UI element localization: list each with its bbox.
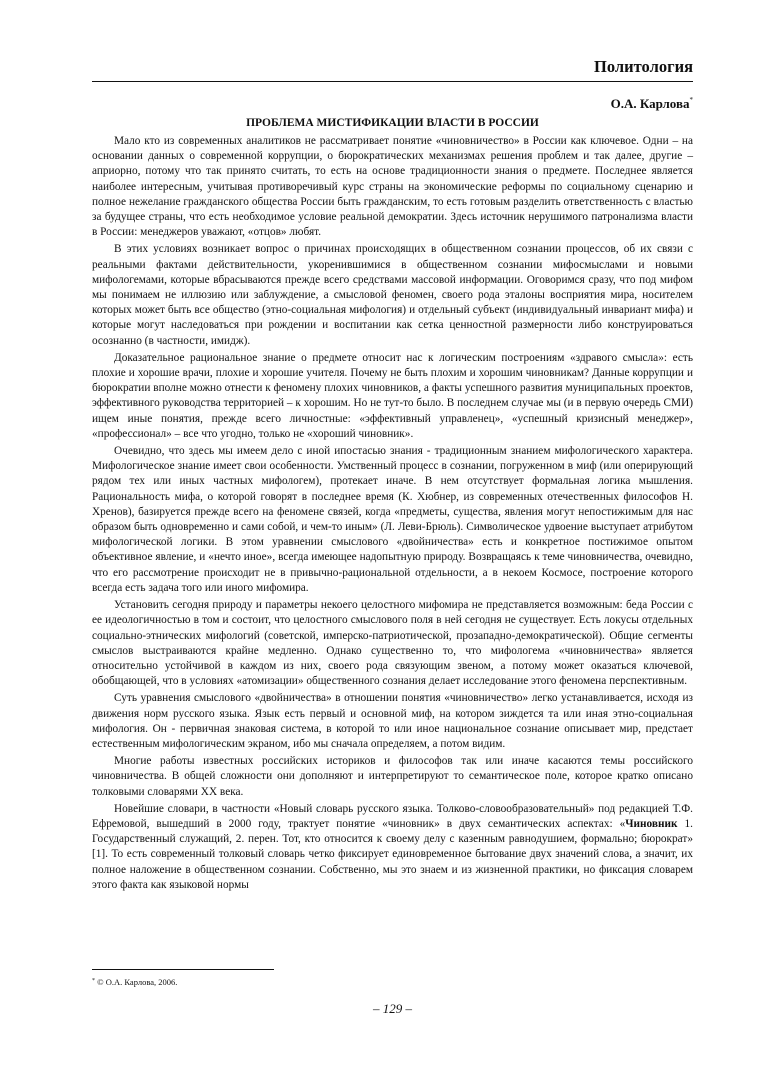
paragraph-4: Очевидно, что здесь мы имеем дело с иной ипостасью знания - традиционным знанием мифологического характера. Мифологическое знание имеет свои особенности. Умственный процесс в сознании, погруженном в миф (или оперирующий рядом тех или иных частных мифологем), протекает иначе. В нем отсутствует формальная логика мышления. Рациональность мифа, о которой говорят в последнее время (К. Хюбнер, из современных отечественных философов Н. Хренов), базируется прежде всего на феномене связей, когда «предметы, существа, явления могут непостижимым для нас образом быть одновременно и сами собой, и чем-то иным» (Л. Леви-Брюль). Символическое удвоение выступает атрибутом мифологической логики. В этом уравнении смыслового «двойничества» есть и конкретное постижимое опытом объективное явление, и «нечто иное», всегда имеющее надопытную природу. Возвращаясь к теме чиновничества, очевидно, что его рассмотрение происходит не в привычно-рациональной отдельности, а в некоем Космосе, построение которого всегда есть задача того или иного мифомира. bbox=[92, 445, 693, 594]
footnote-divider bbox=[92, 969, 274, 970]
section-header: Политология bbox=[92, 56, 693, 82]
paragraph-8-end: 1. Государственный служащий, 2. перен. Тот, кто относится к своему делу с казенным равнодушием, формально; бюрократ» [1]. То есть современный толковый словарь четко фиксирует единовременное бытование двух значений слова, а значит, их полное наложение в общественном сознании. Собственно, мы это знаем и из жизненной практики, но фиксация словарем этого факта как языковой нормы bbox=[92, 817, 693, 891]
article-body bbox=[92, 134, 693, 895]
footnote bbox=[92, 975, 177, 988]
page bbox=[92, 0, 693, 1080]
paragraph-8 bbox=[92, 802, 693, 893]
paragraph-6: Суть уравнения смыслового «двойничества» в отношении понятия «чиновничество» легко устанавливается, исходя из движения норм русского языка. Язык есть первый и основной миф, на котором зиждется та или иная этно-социальная мифология. Он - первичная знаковая система, в которой то или иное национальное сознание описывает мир, предстает естественным мифологическим экраном, ибо мы сначала определяем, а потом видим. bbox=[92, 692, 693, 750]
paragraph-8-start: Новейшие словари, в частности «Новый словарь русского языка. Толково-словообразовательный» под редакцией Т.Ф. Ефремовой, вышедший в 2000 году, трактует понятие «чиновник» в двух семантических аспектах: « bbox=[92, 802, 693, 830]
paragraph-1: Мало кто из современных аналитиков не рассматривает понятие «чиновничество» в России как ключевое. Одни – на основании данных о современной коррупции, о бюрократических механизмах решения проблем и так далее, другие – априорно, потому что так принято считать, то есть на основе традиционности знания о предмете. Последнее является наиболее интересным, учитывая противоречивый курс страны на экономические реформы по социальному сценарию и полное нежелание гражданского общества России быть гражданским, то есть готовым разделить ответственность с властью за будущее страны, что есть необходимое условие реальной демократии. Здесь источник нерушимого патронализма власти в России: менеджеров уважают, «отцов» любят. bbox=[92, 135, 693, 239]
footnote-text: © О.А. Карлова, 2006. bbox=[95, 977, 178, 987]
paragraph-7: Многие работы известных российских историков и философов так или иначе касаются темы российского чиновничества. В общей сложности они дополняют и интерпретируют то семантическое поле, которое кратко описано толковыми словарями XX века. bbox=[92, 755, 693, 798]
author-name-text: О.А. Карлова bbox=[610, 96, 690, 111]
author-name bbox=[611, 92, 693, 112]
page-number: – 129 – bbox=[373, 1001, 412, 1016]
footnote-mark: * bbox=[92, 978, 95, 984]
author-footnote-mark: * bbox=[689, 96, 693, 104]
article-title: ПРОБЛЕМА МИСТИФИКАЦИИ ВЛАСТИ В РОССИИ bbox=[246, 117, 539, 129]
paragraph-2: В этих условиях возникает вопрос о причинах происходящих в общественном сознании процессов, об их связи с реальными фактами действительности, укоренившимися в общественном сознании мифосмыслами и новыми мифологемами, которые вбрасываются прежде всего средствами массовой информации. Оговоримся сразу, что под мифом мы понимаем не иллюзию или заблуждение, а смысловой феномен, своего рода эталоны восприятия мира, носителем которых может быть все общество (этно-социальная мифология) и отдельный субъект (индивидуальный инвариант мифа) и которые могут наследоваться при рождении и воспитании как сетка ценностной размерности либо конструироваться осознанно (в частности, имидж). bbox=[92, 243, 693, 347]
paragraph-5: Установить сегодня природу и параметры некоего целостного мифомира не представляется возможным: беда России с ее идеологичностью в том и состоит, что целостного смыслового поля в ней сегодня не существует. Есть локусы отдельных социально-этнических мифологий (советской, имперско-патриотической, прозападно-демократической). Общие сегменты смыслов выстраиваются крайне медленно. Однако существенно то, что мифологема «чиновничества» является относительно устойчивой в каждом из них, своего рода связующим звеном, а потому может оказаться ключевой, обобщающей, что в условиях «атомизации» общественного сознания делает исследование этого феномена перспективным. bbox=[92, 599, 693, 688]
paragraph-3: Доказательное рациональное знание о предмете относит нас к логическим построениям «здравого смысла»: есть плохие и хорошие врачи, плохие и хорошие учителя. Почему не быть плохим и хорошим чиновникам? Данные коррупции и бюрократии вполне можно отнести к феномену плохих чиновников, а факты успешного развития муниципальных проектов, эффективного руководства территорией – к хорошим. Но не тут-то было. В последнем случае мы (и в первую очередь СМИ) ищем иные понятия, прежде всего личностные: «эффективный управленец», «успешный кризисный менеджер», «профессионал» – все что угодно, только не «хороший чиновник». bbox=[92, 351, 693, 440]
dictionary-term: Чиновник bbox=[625, 817, 678, 830]
